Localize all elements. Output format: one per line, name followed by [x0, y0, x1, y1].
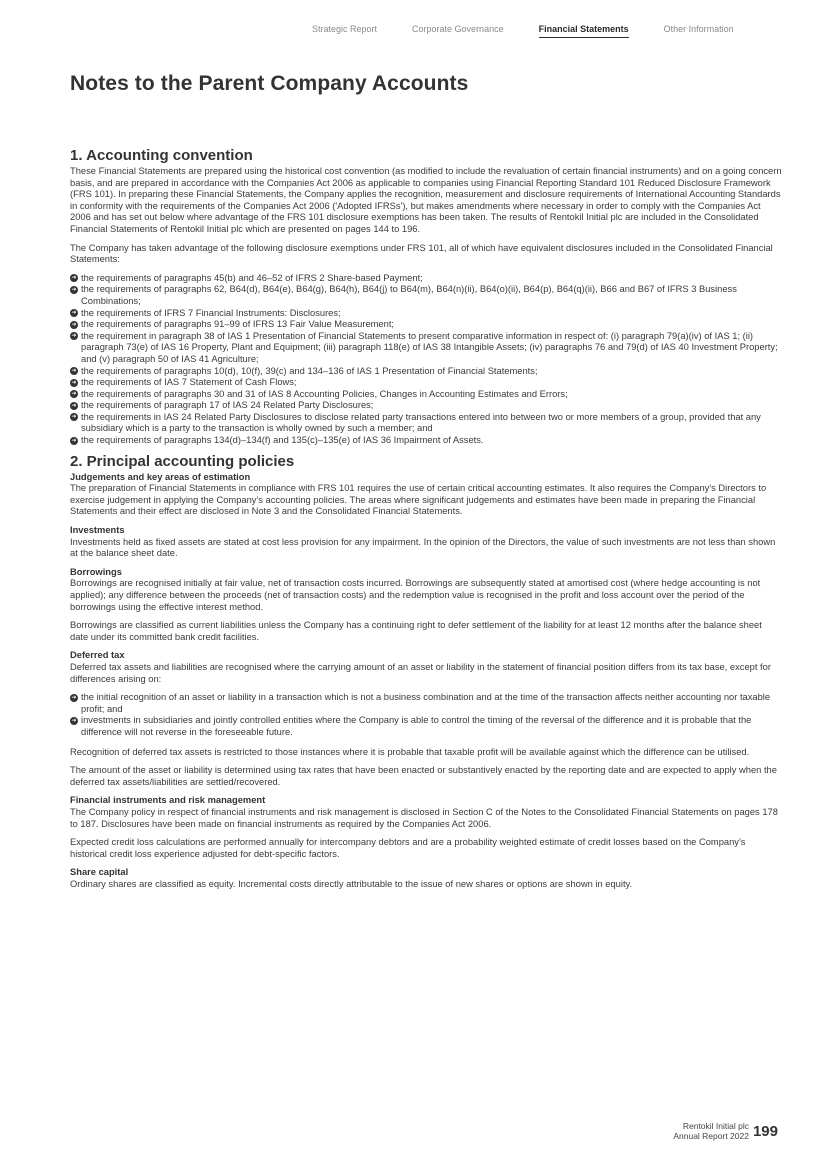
arrow-bullet-icon: ➜ [71, 391, 77, 398]
arrow-bullet-icon: ➜ [71, 321, 77, 328]
list-item: ➜ the requirements of paragraphs 10(d), 10(f), 39(c) and 134–136 of IAS 1 Presentation of Financial Statements; [71, 365, 538, 376]
arrow-bullet-icon: ➜ [71, 333, 77, 340]
nav-other-information[interactable]: Other Information [663, 24, 734, 34]
paragraph: Deferred tax assets and liabilities are recognised where the carrying amount of an asset or liability in the statement of financial position differs from its tax base, except for differences arising on: [70, 661, 771, 684]
deferred-tax-exceptions-list [70, 692, 782, 738]
list-item: ➜ the requirement in paragraph 38 of IAS 1 Presentation of Financial Statements to present comparative information in respect of: (i) paragraph 79(a)(iv) of IAS 1; (ii) paragraph 73(e) of IAS 16 Property, Plant and Equipment; (iii) paragraph 118(e) of IAS 38 Intangible Assets; (iv) paragraphs 76 and 79(d) of IAS 40 Investment Property; and (v) paragraph 50 of IAS 41 Agriculture; [71, 330, 778, 364]
subheading-borrowings: Borrowings [70, 566, 122, 577]
arrow-bullet-icon: ➜ [71, 694, 77, 701]
paragraph: The Company has taken advantage of the following disclosure exemptions under FRS 101, all of which have equivalent disclosures included in the Consolidated Financial Statements: [70, 242, 773, 265]
list-item: ➜ the initial recognition of an asset or liability in a transaction which is not a business combination and at the time of the transaction affects neither accounting nor taxable profit; and [71, 692, 771, 714]
paragraph: Ordinary shares are classified as equity. Incremental costs directly attributable to the issue of new shares or options are shown in equity. [70, 878, 633, 889]
arrow-bullet-icon: ➜ [71, 286, 77, 293]
list-item: ➜ the requirements in IAS 24 Related Party Disclosures to disclose related party transactions entered into between two or more members of a group, provided that any subsidiary which is a party to the transaction is wholly owned by such a member; and [71, 411, 761, 434]
nav-financial-statements[interactable]: Financial Statements [539, 24, 629, 38]
nav-strategic-report[interactable]: Strategic Report [312, 24, 378, 34]
subheading-financial-instruments: Financial instruments and risk management [70, 795, 266, 806]
page-number: 199 [752, 1122, 778, 1140]
paragraph: Expected credit loss calculations are performed annually for intercompany debtors and are a probability weighted estimate of credit losses based on the Company's historical credit loss experience adjusted for debt-specific factors. [70, 837, 746, 859]
subheading-judgements: Judgements and key areas of estimation [70, 471, 251, 482]
section-heading: 1. Accounting convention [70, 147, 253, 164]
exemptions-list [70, 273, 782, 447]
subheading-deferred-tax: Deferred tax [70, 650, 125, 661]
section-principal-accounting-policies [70, 453, 782, 891]
nav-corporate-governance[interactable]: Corporate Governance [412, 24, 504, 34]
arrow-bullet-icon: ➜ [71, 402, 77, 409]
list-item: ➜ the requirements of paragraphs 62, B64(d), B64(e), B64(g), B64(h), B64(j) to B64(m), B64(n)(ii), B64(o)(ii), B64(p), B64(q)(ii), B66 and B67 of IFRS 3 Business Combinations; [71, 284, 737, 306]
arrow-bullet-icon: ➜ [71, 437, 77, 444]
list-item: ➜ the requirements of paragraph 17 of IAS 24 Related Party Disclosures; [71, 400, 374, 411]
list-item: ➜ the requirements of paragraphs 30 and 31 of IAS 8 Accounting Policies, Changes in Accounting Estimates and Errors; [71, 388, 568, 399]
paragraph: The preparation of Financial Statements in compliance with FRS 101 requires the use of certain critical accounting estimates. It also requires the Company's Directors to exercise judgement in applying the Company's accounting policies. The areas where significant judgements and estimates have been made in preparing the Financial Statements and their effect are disclosed in Note 3 and the Consolidated Financial Statements. [70, 483, 767, 517]
list-item: ➜ the requirements of IFRS 7 Financial Instruments: Disclosures; [71, 307, 341, 318]
subheading-share-capital: Share capital [70, 867, 129, 878]
paragraph: The Company policy in respect of financial instruments and risk management is disclosed in Section C of the Notes to the Consolidated Financial Statements on pages 178 to 187. Disclosures have been made on financial instruments as required by the Companies Act 2006. [70, 806, 778, 829]
page-title: Notes to the Parent Company Accounts [70, 72, 469, 95]
footer-company [673, 1121, 749, 1141]
subheading-investments: Investments [70, 525, 125, 536]
paragraph: Borrowings are classified as current liabilities unless the Company has a continuing right to defer settlement of the liability for at least 12 months after the balance sheet date under its committed bank credit facilities. [70, 620, 762, 642]
footer-report-name: Annual Report 2022 [673, 1131, 749, 1141]
arrow-bullet-icon: ➜ [71, 368, 77, 374]
arrow-bullet-icon: ➜ [71, 414, 77, 421]
arrow-bullet-icon: ➜ [71, 717, 77, 724]
paragraph: Borrowings are recognised initially at fair value, net of transaction costs incurred. Borrowings are subsequently stated at amortised cost (where hedge accounting is not applied); any difference between the proceeds (net of transaction costs) and the redemption value is recognised in the profit and loss account over the period of the borrowings using the effective interest method. [70, 578, 761, 612]
paragraph: These Financial Statements are prepared using the historical cost convention (as modified to include the revaluation of certain financial instruments) and on a going concern basis, and are prepared in accordance with the Companies Act 2006 as applicable to companies using Financial Reporting Standard 101 Reduced Disclosure Framework (FRS 101). In preparing these Financial Statements, the Company applies the recognition, measurement and disclosure requirements of International Accounting Standards in conformity with the requirements of the Companies Act 2006 ('Adopted IFRSs'), but makes amendments where necessary in order to comply with the Companies Act 2006 and has set out below where advantage of the FRS 101 disclosure exemptions has been taken. The results of Rentokil Initial plc are included in the Consolidated Financial Statements of Rentokil Initial plc which are presented on pages 144 to 196. [70, 166, 782, 234]
footer-company-name: Rentokil Initial plc [682, 1121, 749, 1131]
page-content [70, 147, 782, 897]
list-item: ➜ investments in subsidiaries and jointly controlled entities where the Company is able to control the timing of the reversal of the difference and it is probable that the difference will not reverse in the foreseeable future. [71, 715, 752, 737]
section-accounting-convention [70, 147, 782, 447]
page-footer [673, 1121, 778, 1141]
arrow-bullet-icon: ➜ [71, 275, 77, 282]
arrow-bullet-icon: ➜ [71, 310, 77, 317]
list-item: ➜ the requirements of paragraphs 45(b) and 46–52 of IFRS 2 Share-based Payment; [71, 272, 423, 283]
paragraph: Investments held as fixed assets are stated at cost less provision for any impairment. In the opinion of the Directors, the value of such investments are not less than shown at the balance sheet date. [70, 536, 776, 559]
section-heading: 2. Principal accounting policies [70, 452, 295, 470]
paragraph: Recognition of deferred tax assets is restricted to those instances where it is probable that taxable profit will be available against which the difference can be utilised. [70, 746, 750, 757]
list-item: ➜ the requirements of paragraphs 91–99 of IFRS 13 Fair Value Measurement; [71, 319, 395, 330]
paragraph: The amount of the asset or liability is determined using tax rates that have been enacted or substantively enacted by the reporting date and are expected to apply when the deferred tax assets/liabilities are settled/recovered. [70, 765, 777, 787]
arrow-bullet-icon: ➜ [71, 379, 77, 386]
list-item: ➜ the requirements of paragraphs 134(d)–134(f) and 135(c)–135(e) of IAS 36 Impairment of Assets. [71, 435, 484, 446]
top-navigation [312, 24, 734, 38]
list-item: ➜ the requirements of IAS 7 Statement of Cash Flows; [71, 377, 297, 388]
